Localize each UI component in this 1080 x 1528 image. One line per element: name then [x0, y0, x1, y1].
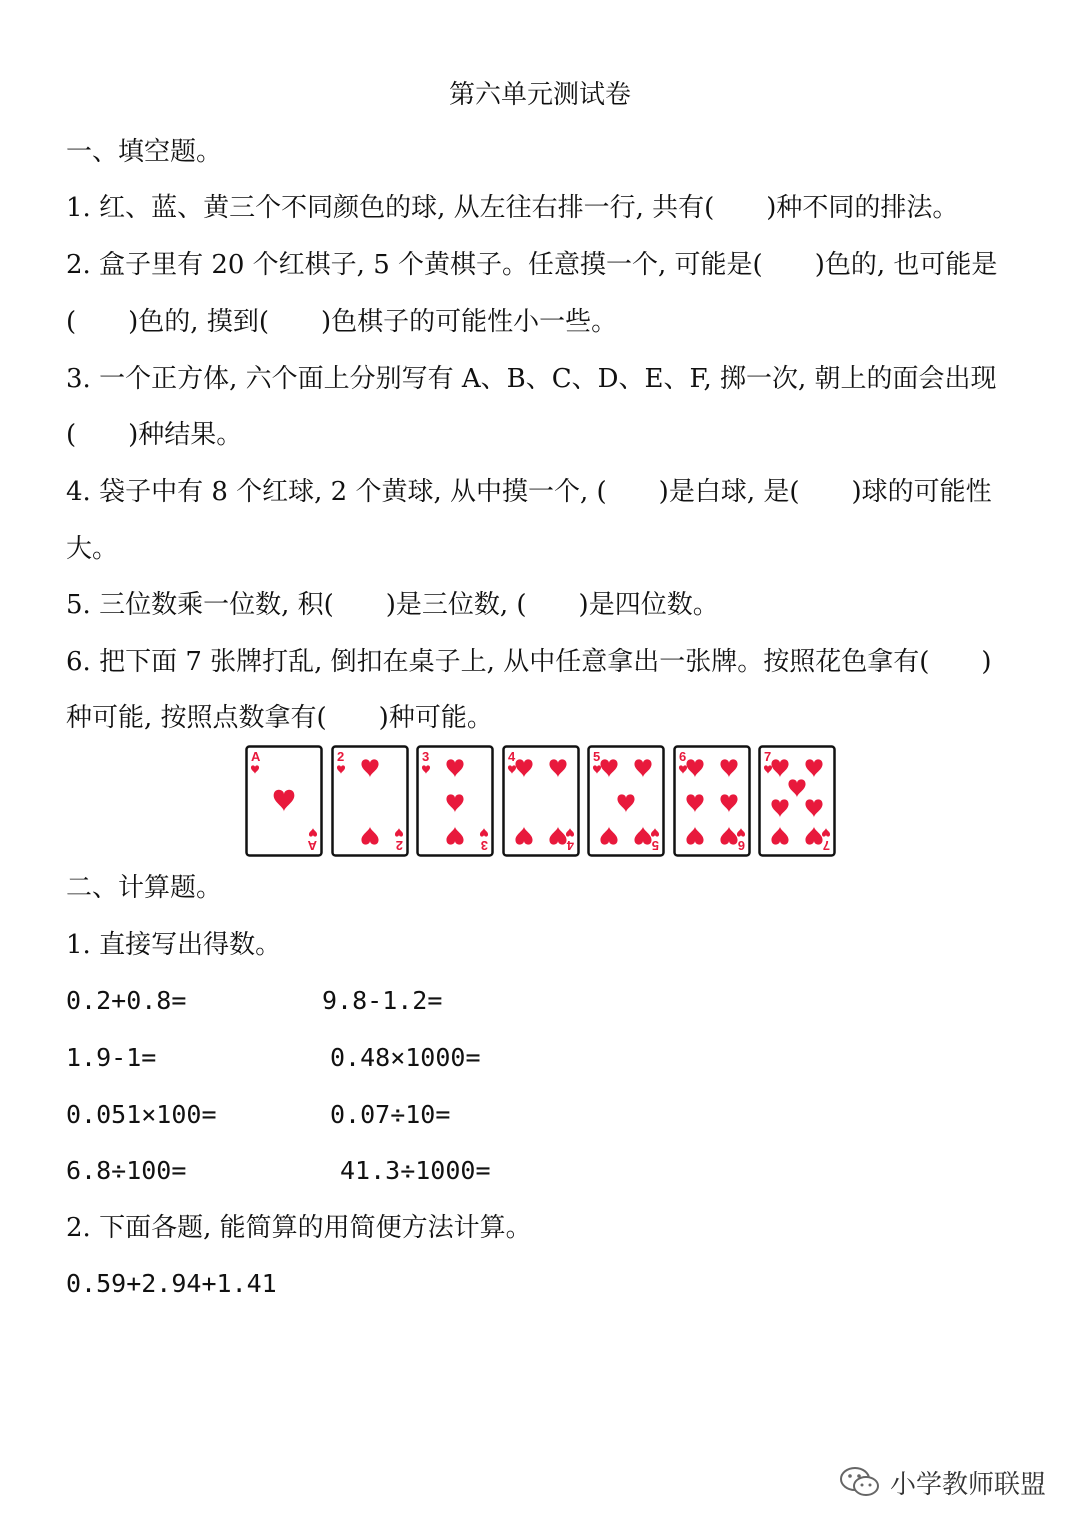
calc-right-3: 0.07÷10= [330, 1100, 451, 1129]
question-5: 5. 三位数乘一位数, 积( )是三位数, ( )是四位数。 [66, 590, 719, 620]
calc-expression: 0.59+2.94+1.41 [66, 1269, 277, 1298]
question-3: 3. 一个正方体, 六个面上分别写有 A、B、C、D、E、F, 掷一次, 朝上的面会出现 [66, 364, 997, 394]
card-rank: 2 [395, 838, 403, 853]
card-rank: 7 [764, 749, 772, 764]
calc-left-1: 0.2+0.8= [66, 986, 187, 1015]
calc-right-2: 0.48×1000= [330, 1043, 481, 1072]
playing-card-A [245, 745, 323, 857]
watermark-text: 小学教师联盟 [890, 1469, 1047, 1500]
section1-heading: 一、填空题。 [66, 137, 223, 167]
playing-card-4 [502, 745, 580, 857]
calc-left-2: 1.9-1= [66, 1043, 157, 1072]
question-3-cont: ( )种结果。 [66, 420, 243, 450]
playing-card-6 [673, 745, 751, 857]
card-rank: 4 [566, 838, 574, 853]
playing-card-2 [331, 745, 409, 857]
card-rank: 3 [480, 838, 488, 853]
calc-right-1: 9.8-1.2= [322, 986, 443, 1015]
page-title: 第六单元测试卷 [448, 80, 631, 110]
playing-card-5 [587, 745, 665, 857]
playing-cards [245, 745, 837, 859]
watermark [838, 1462, 1046, 1502]
card-rank: 3 [422, 749, 430, 764]
calc-question-1: 1. 直接写出得数。 [66, 930, 282, 960]
card-rank: 7 [822, 838, 830, 853]
calc-right-4: 41.3÷1000= [340, 1156, 491, 1185]
question-4: 4. 袋子中有 8 个红球, 2 个黄球, 从中摸一个, ( )是白球, 是( )球的可能性 [66, 477, 992, 507]
question-4-cont: 大。 [66, 534, 119, 564]
wechat-icon [838, 1464, 882, 1500]
card-rank: 6 [678, 749, 686, 764]
section2-heading: 二、计算题。 [66, 873, 223, 903]
question-6: 6. 把下面 7 张牌打乱, 倒扣在桌子上, 从中任意拿出一张牌。按照花色拿有( ) [66, 647, 992, 677]
question-1: 1. 红、蓝、黄三个不同颜色的球, 从左往右排一行, 共有( )种不同的排法。 [66, 193, 959, 223]
playing-card-3 [416, 745, 494, 857]
calc-left-3: 0.051×100= [66, 1100, 217, 1129]
question-2-cont: ( )色的, 摸到( )色棋子的可能性小一些。 [66, 307, 618, 337]
question-2: 2. 盒子里有 20 个红棋子, 5 个黄棋子。任意摸一个, 可能是( )色的, 也可能是 [66, 250, 998, 280]
question-6-cont: 种可能, 按照点数拿有( )种可能。 [66, 703, 493, 733]
card-rank: 2 [336, 749, 344, 764]
card-rank: A [251, 749, 261, 764]
card-rank: 6 [737, 838, 745, 853]
playing-card-7 [758, 745, 836, 857]
card-rank: 5 [593, 749, 601, 764]
calc-question-2: 2. 下面各题, 能简算的用简便方法计算。 [66, 1213, 532, 1243]
calc-left-4: 6.8÷100= [66, 1156, 187, 1185]
card-rank: 4 [507, 749, 515, 764]
card-rank: A [307, 838, 317, 853]
card-rank: 5 [651, 838, 659, 853]
